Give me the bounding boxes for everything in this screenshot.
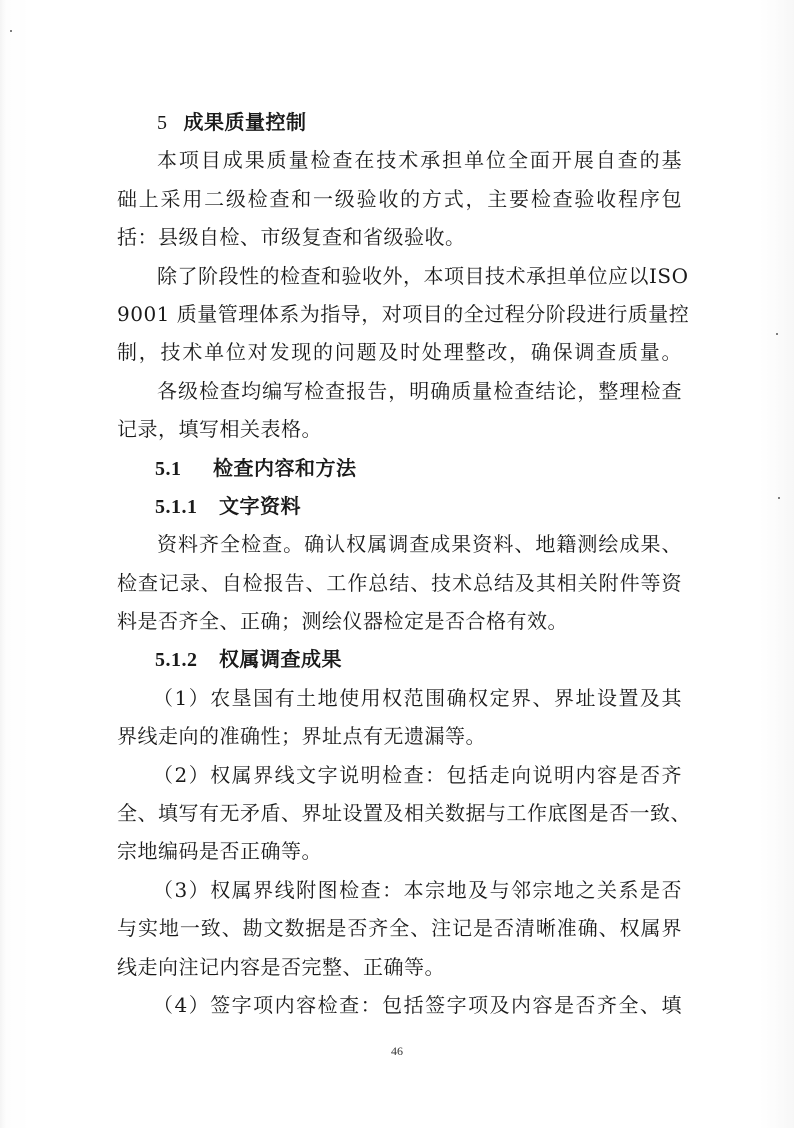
list-item-line: （2）权属界线文字说明检查：包括走向说明内容是否齐 <box>153 762 682 787</box>
paragraph-line: 括：县级自检、市级复查和省级验收。 <box>117 225 466 250</box>
page-body <box>117 103 691 1024</box>
section-title: 权属调查成果 <box>219 647 342 672</box>
section-number: 5 <box>157 112 168 134</box>
paragraph-line: 本项目成果质量检查在技术承担单位全面开展自查的基 <box>157 148 682 173</box>
section-title: 成果质量控制 <box>183 110 307 134</box>
list-item-line: 界线走向的准确性；界址点有无遗漏等。 <box>117 724 486 749</box>
paragraph-line: 础上采用二级检查和一级验收的方式，主要检查验收程序包 <box>117 186 682 211</box>
section-number: 5.1.1 <box>155 495 198 518</box>
section-5-1-1-heading <box>117 487 682 525</box>
list-item-line: 线走向注记内容是否完整、正确等。 <box>117 954 445 979</box>
list-item-line: （3）权属界线附图检查：本宗地及与邻宗地之关系是否 <box>153 877 682 902</box>
paragraph-line: 各级检查均编写检查报告，明确质量检查结论，整理检查 <box>157 378 682 403</box>
paragraph-line: 资料齐全检查。确认权属调查成果资料、地籍测绘成果、 <box>157 532 682 557</box>
list-item-line: 与实地一致、勘文数据是否齐全、注记是否清晰准确、权属界 <box>117 916 682 941</box>
section-title: 文字资料 <box>219 493 301 518</box>
scan-speck <box>778 497 780 499</box>
section-number: 5.1 <box>155 457 182 480</box>
paragraph-line: 记录，填写相关表格。 <box>117 417 322 442</box>
page-number: 46 <box>391 1044 403 1058</box>
list-item-line: （4）签字项内容检查：包括签字项及内容是否齐全、填 <box>153 992 682 1017</box>
list-item-line: （1）农垦国有土地使用权范围确权定界、界址设置及其 <box>153 685 682 710</box>
section-5-heading <box>117 103 682 141</box>
list-item-line: 宗地编码是否正确等。 <box>117 839 322 864</box>
paragraph-line: 制，技术单位对发现的问题及时处理整改，确保调查质量。 <box>117 340 682 365</box>
section-title: 检查内容和方法 <box>213 455 357 480</box>
section-number: 5.1.2 <box>155 649 198 672</box>
scan-speck <box>776 333 778 335</box>
paragraph-line: 除了阶段性的检查和验收外，本项目技术承担单位应以ISO <box>157 263 689 288</box>
section-5-1-2-heading <box>117 640 682 678</box>
scan-speck <box>10 30 12 32</box>
paragraph-line: 检查记录、自检报告、工作总结、技术总结及其相关附件等资 <box>117 570 682 595</box>
list-item-line: 全、填写有无矛盾、界址设置及相关数据与工作底图是否一致、 <box>117 801 691 826</box>
paragraph-line: 9001 质量管理体系为指导，对项目的全过程分阶段进行质量控 <box>117 301 690 326</box>
paragraph-line: 料是否齐全、正确；测绘仪器检定是否合格有效。 <box>117 609 568 634</box>
section-5-1-heading <box>117 449 682 487</box>
